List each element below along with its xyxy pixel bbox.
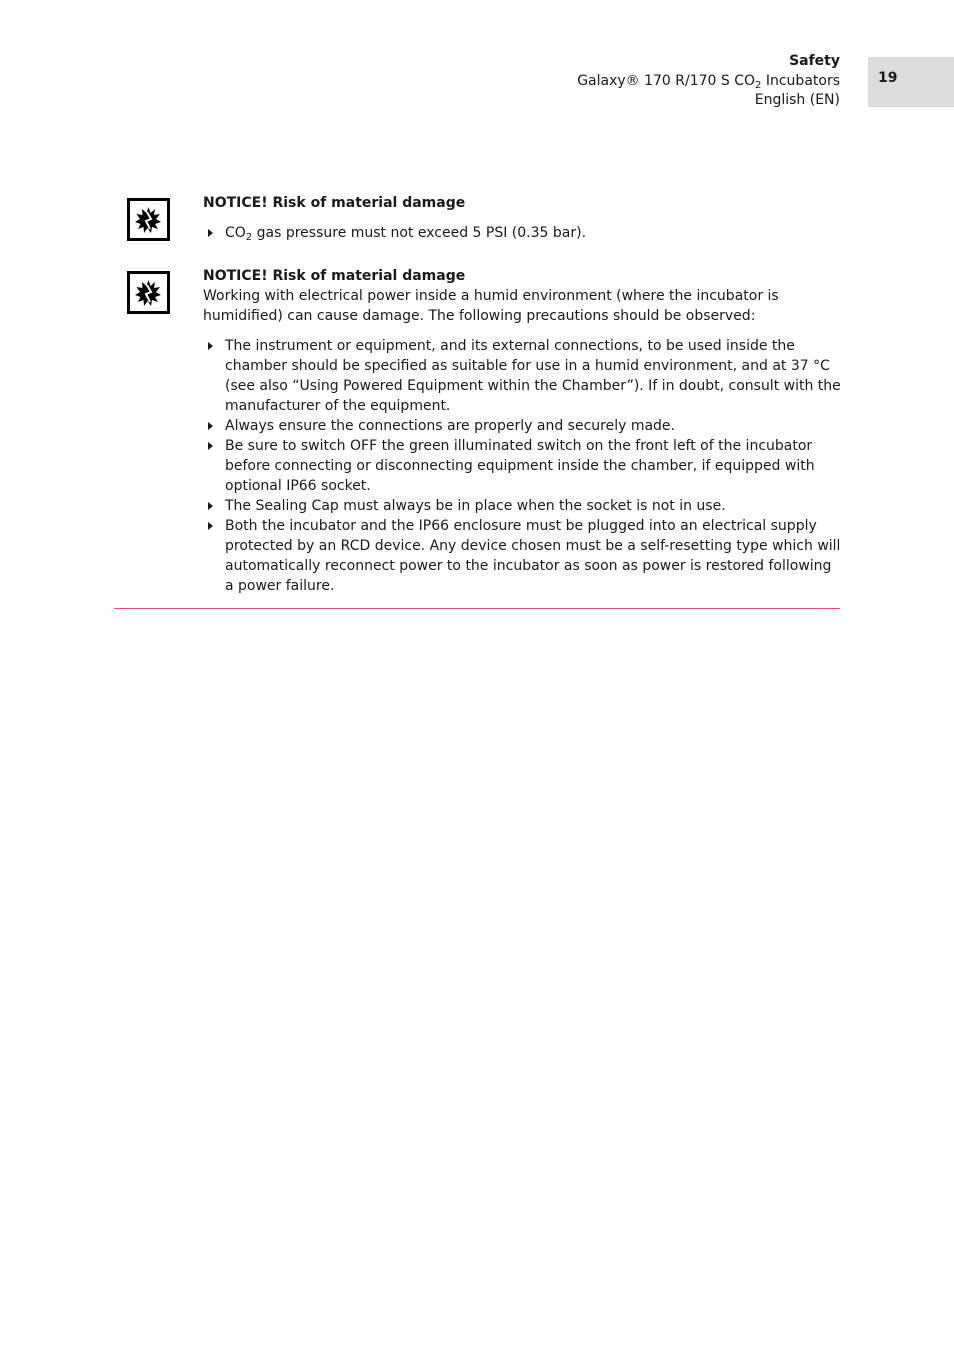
- list-item-text: Be sure to switch OFF the green illuminated switch on the front left of the incubator before connecting or disconnecting equipment inside the chamber, if equipped with optional IP66 socket.: [225, 438, 815, 494]
- list-item: [203, 436, 843, 496]
- list-item: [203, 336, 843, 416]
- section-title: Safety: [789, 53, 840, 69]
- list-item: [203, 223, 843, 243]
- notice-intro: Working with electrical power inside a humid environment (where the incubator is humidified) can cause damage. The following precautions should be observed:: [203, 288, 779, 324]
- list-item: [203, 496, 843, 516]
- product-name: [577, 72, 840, 92]
- bullet-arrow-icon: [208, 422, 213, 430]
- bullet-arrow-icon: [208, 442, 213, 450]
- bullet-arrow-icon: [208, 522, 213, 530]
- notice-2-bullets: [203, 336, 843, 596]
- bullet-arrow-icon: [208, 502, 213, 510]
- language-label: English (EN): [754, 92, 840, 108]
- page-number: 19: [878, 70, 898, 86]
- material-damage-icon: [127, 198, 170, 241]
- co2-text: gas pressure must not exceed 5 PSI (0.35 bar).: [252, 225, 587, 241]
- product-name-suffix: Incubators: [761, 72, 840, 89]
- list-item-text: The Sealing Cap must always be in place when the socket is not in use.: [225, 498, 726, 514]
- co2-subscript: 2: [245, 232, 253, 243]
- list-item-text: Always ensure the connections are properly and securely made.: [225, 418, 675, 434]
- list-item-text: Both the incubator and the IP66 enclosure must be plugged into an electrical supply protected by an RCD device. Any device chosen must be a self-resetting type which will automatically reconnect power to the incubator as soon as power is restored following a power failure.: [225, 518, 841, 594]
- material-damage-icon: [127, 271, 170, 314]
- notice-2-body: [203, 266, 843, 596]
- co2-prefix: CO: [225, 225, 246, 241]
- section-divider: [114, 608, 840, 609]
- notice-1-body: [203, 193, 843, 243]
- product-name-prefix: Galaxy® 170 R/170 S CO: [577, 72, 756, 89]
- page-number-tab: [868, 57, 954, 107]
- notice-title: NOTICE! Risk of material damage: [203, 268, 466, 284]
- bullet-arrow-icon: [208, 342, 213, 350]
- product-name-subscript: 2: [755, 79, 762, 91]
- list-item: [203, 516, 843, 596]
- page-header: [577, 52, 840, 111]
- notice-1-bullets: [203, 223, 843, 243]
- bullet-arrow-icon: [208, 229, 213, 237]
- list-item: [203, 416, 843, 436]
- list-item-text: The instrument or equipment, and its external connections, to be used inside the chamber should be specified as suitable for use in a humid environment, and at 37 °C (see also “Using Powered Equipment within the Chamber”). If in doubt, consult with the manufacturer of the equipment.: [225, 338, 841, 414]
- notice-title: NOTICE! Risk of material damage: [203, 195, 466, 211]
